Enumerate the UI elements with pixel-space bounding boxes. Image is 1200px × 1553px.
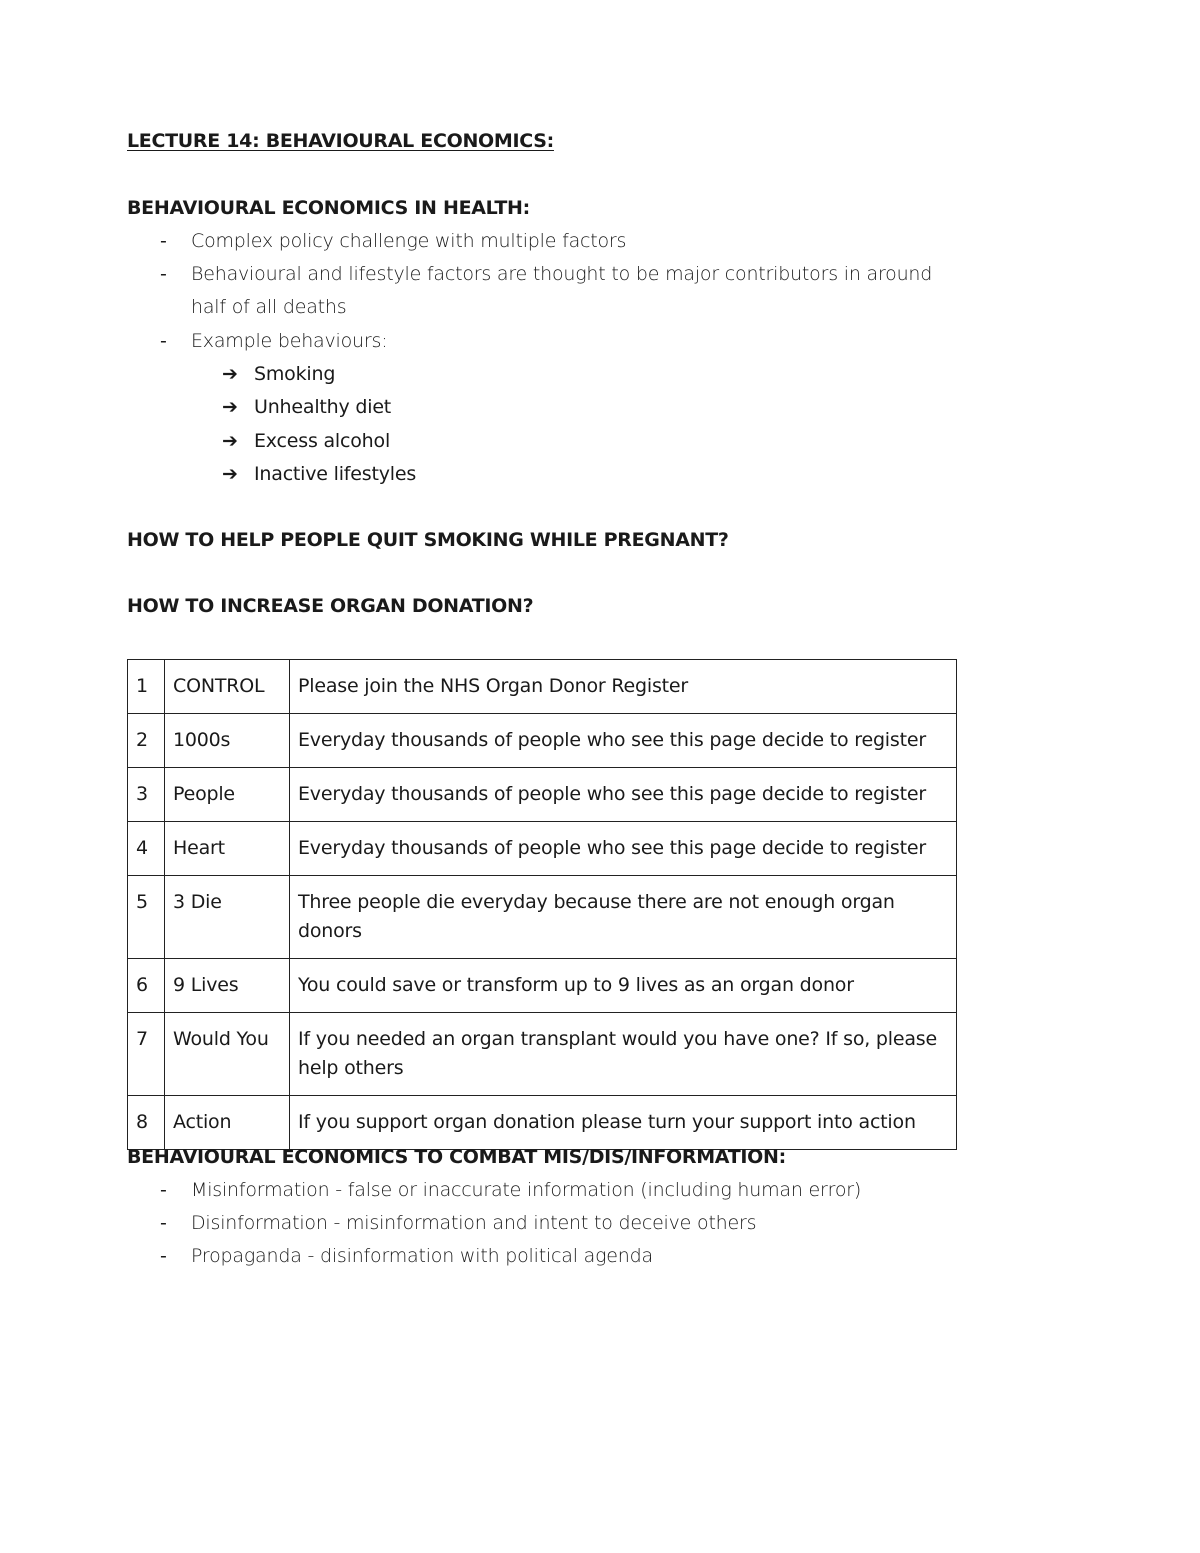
row-label: Heart (165, 822, 290, 876)
section-heading-misinformation: BEHAVIOURAL ECONOMICS TO COMBAT MIS/DIS/INFORMATION: (127, 1146, 786, 1168)
dash-marker: - (160, 1179, 167, 1201)
row-label: 9 Lives (165, 959, 290, 1013)
bullet-item: Complex policy challenge with multiple factors (191, 230, 627, 252)
sub-bullet-item: Smoking (254, 363, 336, 385)
dash-marker: - (160, 1212, 167, 1234)
table-row (128, 822, 957, 876)
row-label: Would You (165, 1013, 290, 1096)
row-number: 2 (128, 714, 165, 768)
row-number: 8 (128, 1096, 165, 1150)
row-label: People (165, 768, 290, 822)
bullet-item: Disinformation - misinformation and intent to deceive others (191, 1212, 757, 1234)
section-heading-smoking: HOW TO HELP PEOPLE QUIT SMOKING WHILE PREGNANT? (127, 529, 729, 551)
row-number: 5 (128, 876, 165, 959)
sub-bullet-item: Unhealthy diet (254, 396, 392, 418)
row-message: You could save or transform up to 9 lives as an organ donor (290, 959, 957, 1013)
dash-marker: - (160, 330, 167, 352)
row-message: If you support organ donation please turn your support into action (290, 1096, 957, 1150)
table-row (128, 959, 957, 1013)
row-label: 3 Die (165, 876, 290, 959)
table-row (128, 714, 957, 768)
row-number: 6 (128, 959, 165, 1013)
arrow-right-icon: ➔ (222, 430, 238, 452)
bullet-item: Behavioural and lifestyle factors are thought to be major contributors in around (191, 263, 933, 285)
section-heading-organ: HOW TO INCREASE ORGAN DONATION? (127, 595, 534, 617)
row-message: Everyday thousands of people who see this page decide to register (290, 822, 957, 876)
bullet-item: Misinformation - false or inaccurate information (including human error) (191, 1179, 862, 1201)
row-number: 3 (128, 768, 165, 822)
section-heading-health: BEHAVIOURAL ECONOMICS IN HEALTH: (127, 197, 530, 219)
organ-donation-table (127, 659, 957, 1150)
bullet-item: Example behaviours: (191, 330, 388, 352)
row-message: Everyday thousands of people who see this page decide to register (290, 714, 957, 768)
table-row (128, 768, 957, 822)
row-message: Three people die everyday because there are not enough organ donors (290, 876, 957, 959)
table-row (128, 1013, 957, 1096)
table-row (128, 660, 957, 714)
row-message: If you needed an organ transplant would you have one? If so, please help others (290, 1013, 957, 1096)
bullet-item: Propaganda - disinformation with political agenda (191, 1245, 653, 1267)
sub-bullet-item: Excess alcohol (254, 430, 391, 452)
dash-marker: - (160, 230, 167, 252)
arrow-right-icon: ➔ (222, 463, 238, 485)
bullet-item-continuation: half of all deaths (191, 296, 347, 318)
row-message: Please join the NHS Organ Donor Register (290, 660, 957, 714)
row-label: CONTROL (165, 660, 290, 714)
dash-marker: - (160, 1245, 167, 1267)
row-label: Action (165, 1096, 290, 1150)
row-number: 7 (128, 1013, 165, 1096)
table-row (128, 876, 957, 959)
row-number: 1 (128, 660, 165, 714)
arrow-right-icon: ➔ (222, 363, 238, 385)
sub-bullet-item: Inactive lifestyles (254, 463, 417, 485)
dash-marker: - (160, 263, 167, 285)
row-message: Everyday thousands of people who see this page decide to register (290, 768, 957, 822)
arrow-right-icon: ➔ (222, 396, 238, 418)
row-label: 1000s (165, 714, 290, 768)
row-number: 4 (128, 822, 165, 876)
page-title: LECTURE 14: BEHAVIOURAL ECONOMICS: (127, 130, 554, 152)
